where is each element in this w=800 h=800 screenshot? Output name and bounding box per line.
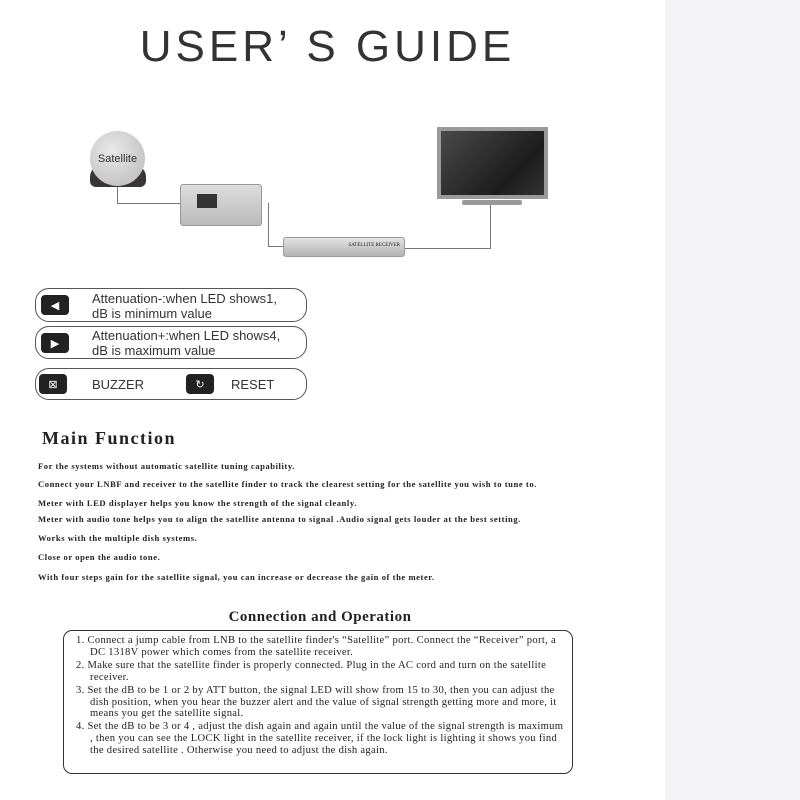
connection-heading: Connection and Operation [228,609,412,625]
buzzer-icon: ⊠ [39,374,67,394]
television [437,127,548,199]
feature-line: Close or open the audio tone. [38,552,161,562]
scan-margin [665,0,800,800]
television-stand [462,200,522,205]
feature-line: Meter with LED displayer helps you know the strength of the signal cleanly. [38,498,357,508]
feature-line: Connect your LNBF and receiver to the satellite finder to track the clearest setting for the satellite you wish to tune to. [38,479,537,489]
legend-text: Attenuation+:when LED shows4, [92,328,281,343]
satellite-finder-device [180,184,262,226]
feature-line: For the systems without automatic satellite tuning capability. [38,461,295,471]
satellite-receiver: SATELLITE RECEIVER [283,237,405,257]
connection-steps-box [63,630,573,774]
page-title: USER’ S GUIDE [139,22,516,71]
attenuation-plus-legend [35,326,307,359]
legend-text: dB is maximum value [92,343,216,358]
legend-text: dB is minimum value [92,306,212,321]
step-item: 4. Set the dB to be 3 or 4 , adjust the dish again and again until the value of the signal strength is maximum , then you can see the LOCK light in the satellite receiver, if the lock light is lighting it shows you find the desired satellite . Otherwise you need to adjust the dish again. [76,721,564,756]
legend-text: Attenuation-:when LED shows1, [92,291,277,306]
triangle-right-icon: ▶ [41,333,69,353]
buzzer-reset-legend [35,368,307,400]
step-item: 3. Set the dB to be 1 or 2 by ATT button, the signal LED will show from 15 to 30, then you can adjust the dish position, when you hear the buzzer alert and the value of signal strength getting more and more, it means you get the satellite signal. [76,684,557,720]
attenuation-minus-legend [35,288,307,322]
step-item: 2. Make sure that the satellite finder is properly connected. Plug in the AC cord and turn on the satellite receiver. [76,659,547,683]
reset-icon: ↻ [186,374,214,394]
triangle-left-icon: ◀ [41,295,69,315]
buzzer-label: BUZZER [92,377,144,392]
feature-line: With four steps gain for the satellite signal, you can increase or decrease the gain of the meter. [38,572,435,582]
main-function-heading: Main Function [42,428,177,448]
feature-line: Works with the multiple dish systems. [38,533,198,543]
reset-label: RESET [231,377,275,392]
satellite-dish: Satellite [90,131,145,186]
step-item: 1. Connect a jump cable from LNB to the satellite finder's “Satellite” port. Connect the “Receiver” port, a DC 1318V power which comes from the satellite receiver. [76,635,556,658]
feature-line: Meter with audio tone helps you to align the satellite antenna to signal .Audio signal gets louder at the best setting. [38,514,521,524]
